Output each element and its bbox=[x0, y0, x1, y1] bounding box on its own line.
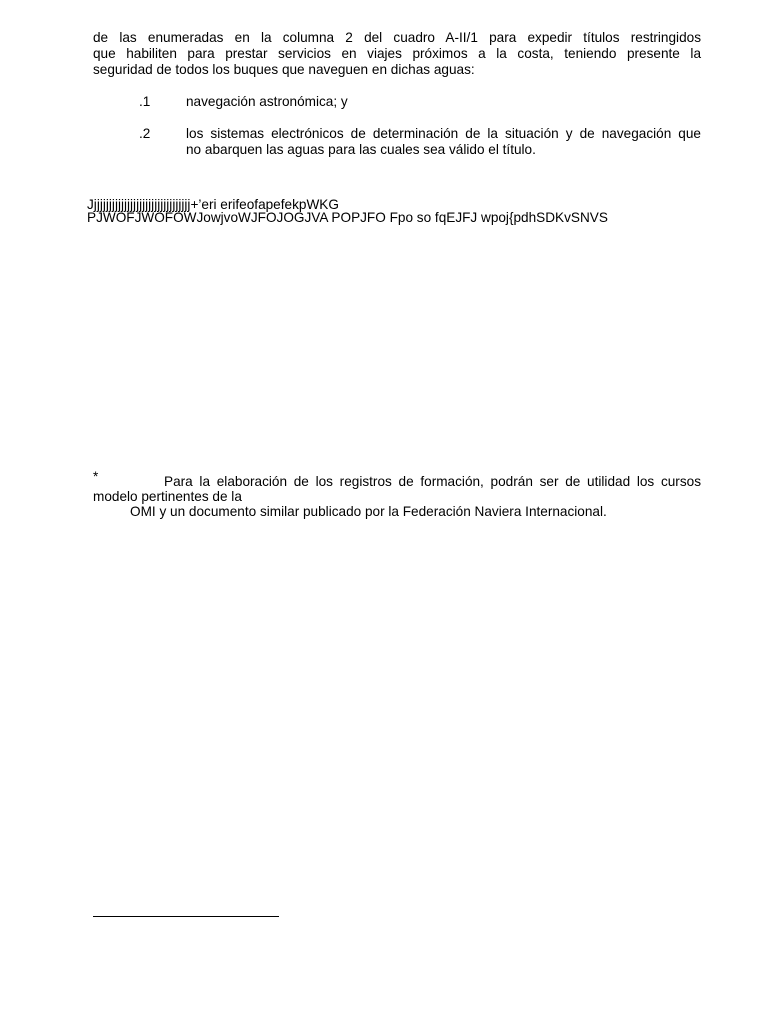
list-item-number: .1 bbox=[139, 94, 151, 109]
intro-line-3: seguridad de todos los buques que naveguen en dichas aguas: bbox=[93, 62, 475, 77]
list-item-1 bbox=[0, 94, 768, 110]
list-item-2 bbox=[0, 126, 768, 142]
footnote-line-2: modelo pertinentes de la bbox=[93, 489, 242, 504]
intro-line-2: que habiliten para prestar servicios en viajes próximos a la costa, teniendo presente la bbox=[93, 46, 701, 61]
intro-line-1: de las enumeradas en la columna 2 del cuadro A-II/1 para expedir títulos restringidos bbox=[93, 30, 701, 45]
list-item-text-line-1: los sistemas electrónicos de determinación de la situación y de navegación que bbox=[186, 126, 701, 141]
stray-text-line-2: PJWOFJWOFOWJowjvoWJFOJOGJVA POPJFO Fpo so fqEJFJ wpoj{pdhSDKvSNVS bbox=[87, 210, 608, 225]
footnote-marker: * bbox=[93, 469, 99, 484]
stray-text-line-1: Jjjjjjjjjjjjjjjjjjjjjjjjjjjjjjjjj+’eri erifeofapefekpWKG bbox=[87, 197, 339, 212]
list-item-text-line-2: no abarquen las aguas para las cuales sea válido el título. bbox=[186, 142, 536, 157]
footnote-line-1: Para la elaboración de los registros de formación, podrán ser de utilidad los cursos bbox=[164, 474, 701, 489]
list-item-2-continuation bbox=[0, 142, 768, 158]
list-item-number: .2 bbox=[139, 126, 151, 141]
list-item-text: navegación astronómica; y bbox=[186, 94, 348, 109]
footnote-separator bbox=[93, 916, 279, 917]
footnote-line-3: OMI y un documento similar publicado por la Federación Naviera Internacional. bbox=[130, 504, 607, 519]
